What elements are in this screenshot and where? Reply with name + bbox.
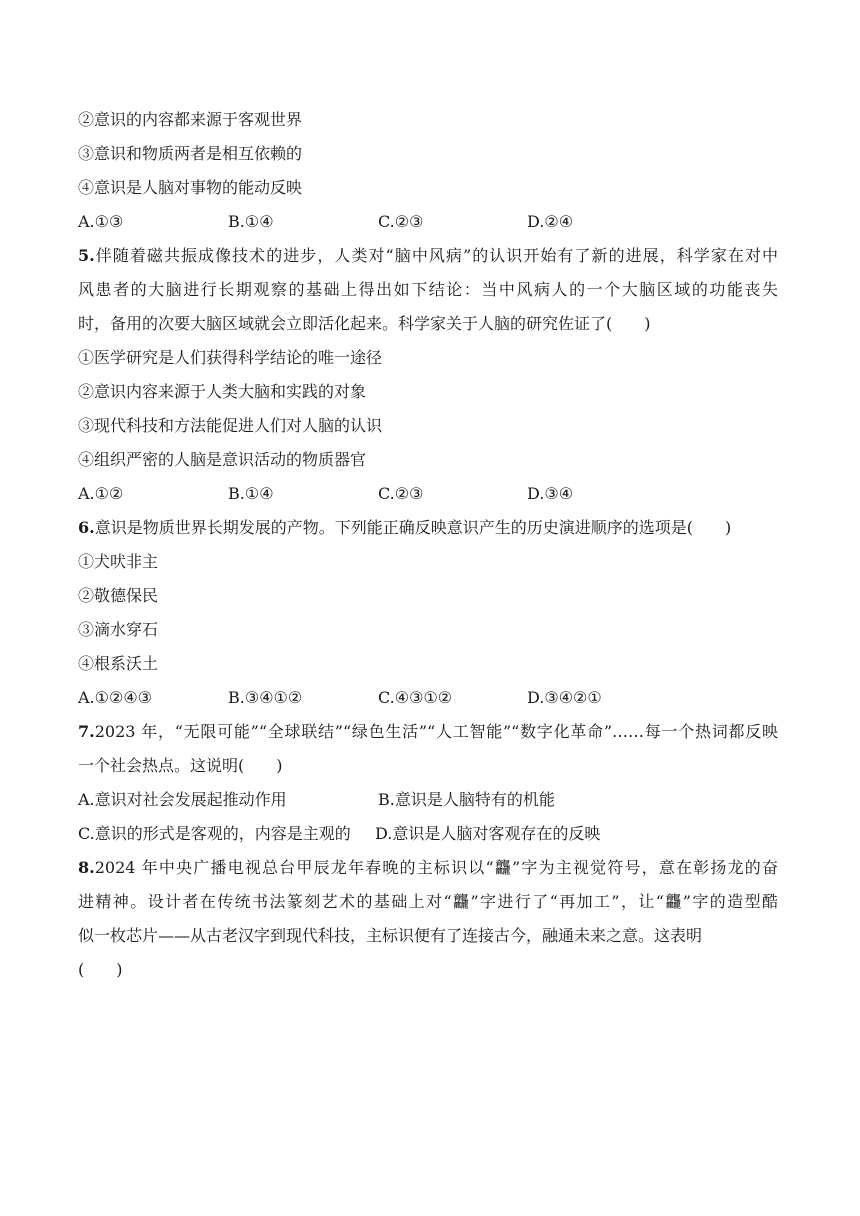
statement: ①医学研究是人们获得科学结论的唯一途径 bbox=[78, 348, 383, 367]
option-d: D.③④ bbox=[527, 484, 574, 503]
option-d: D.意识是人脑对客观存在的反映 bbox=[375, 824, 601, 843]
statement: ③意识和物质两者是相互依赖的 bbox=[78, 144, 303, 163]
question-8-stem-line: 进精神。设计者在传统书法篆刻艺术的基础上对“龘”字进行了“再加工”，让“龘”字的造型酷 bbox=[78, 892, 778, 911]
question-number: 7. bbox=[78, 722, 95, 741]
question-5-stem-line: 5.伴随着磁共振成像技术的进步，人类对“脑中风病”的认识开始有了新的进展，科学家在对中 bbox=[78, 246, 778, 265]
option-b: B.③④①② bbox=[228, 688, 303, 707]
option-c: C.②③ bbox=[378, 212, 424, 231]
statement: ④意识是人脑对事物的能动反映 bbox=[78, 178, 303, 197]
answer-blank: ( ) bbox=[78, 960, 123, 979]
statement: ②意识内容来源于人类大脑和实践的对象 bbox=[78, 382, 367, 401]
question-6-stem-line: 6.意识是物质世界长期发展的产物。下列能正确反映意识产生的历史演进顺序的选项是( ) bbox=[78, 518, 732, 537]
option-c: C.④③①② bbox=[378, 688, 453, 707]
option-b: B.①④ bbox=[228, 484, 274, 503]
option-b: B.意识是人脑特有的机能 bbox=[378, 790, 555, 809]
statement: ①犬吠非主 bbox=[78, 552, 159, 571]
option-a: A.①② bbox=[78, 484, 124, 503]
statement: ④根系沃土 bbox=[78, 654, 159, 673]
statement: ③现代科技和方法能促进人们对人脑的认识 bbox=[78, 416, 383, 435]
option-d: D.③④②① bbox=[527, 688, 602, 707]
option-a: A.①③ bbox=[78, 212, 124, 231]
question-7-stem-line: 7.2023 年，“无限可能”“全球联结”“绿色生活”“人工智能”“数字化革命”……每一个热词都反映 bbox=[78, 722, 778, 741]
option-a: A.①②④③ bbox=[78, 688, 153, 707]
statement: ②敬德保民 bbox=[78, 586, 159, 605]
option-d: D.②④ bbox=[527, 212, 574, 231]
statement: ③滴水穿石 bbox=[78, 620, 159, 639]
option-c: C.②③ bbox=[378, 484, 424, 503]
option-c: C.意识的形式是客观的，内容是主观的 bbox=[78, 824, 351, 843]
question-7-stem-line: 一个社会热点。这说明( ) bbox=[78, 756, 283, 775]
option-b: B.①④ bbox=[228, 212, 274, 231]
question-5-stem-line: 风患者的大脑进行长期观察的基础上得出如下结论：当中风病人的一个大脑区域的功能丧失 bbox=[78, 280, 778, 299]
question-number: 5. bbox=[78, 246, 95, 265]
question-8-stem-line: 似一枚芯片——从古老汉字到现代科技，主标识便有了连接古今，融通未来之意。这表明 bbox=[78, 926, 703, 945]
question-5-stem-line: 时，备用的次要大脑区域就会立即活化起来。科学家关于人脑的研究佐证了( ) bbox=[78, 314, 651, 333]
statement: ④组织严密的人脑是意识活动的物质器官 bbox=[78, 450, 367, 469]
question-8-stem-line: 8.2024 年中央广播电视总台甲辰龙年春晚的主标识以“龘”字为主视觉符号，意在彰扬龙的奋 bbox=[78, 858, 778, 877]
question-number: 6. bbox=[78, 518, 95, 537]
option-a: A.意识对社会发展起推动作用 bbox=[78, 790, 287, 809]
statement: ②意识的内容都来源于客观世界 bbox=[78, 110, 303, 129]
question-number: 8. bbox=[78, 858, 95, 877]
